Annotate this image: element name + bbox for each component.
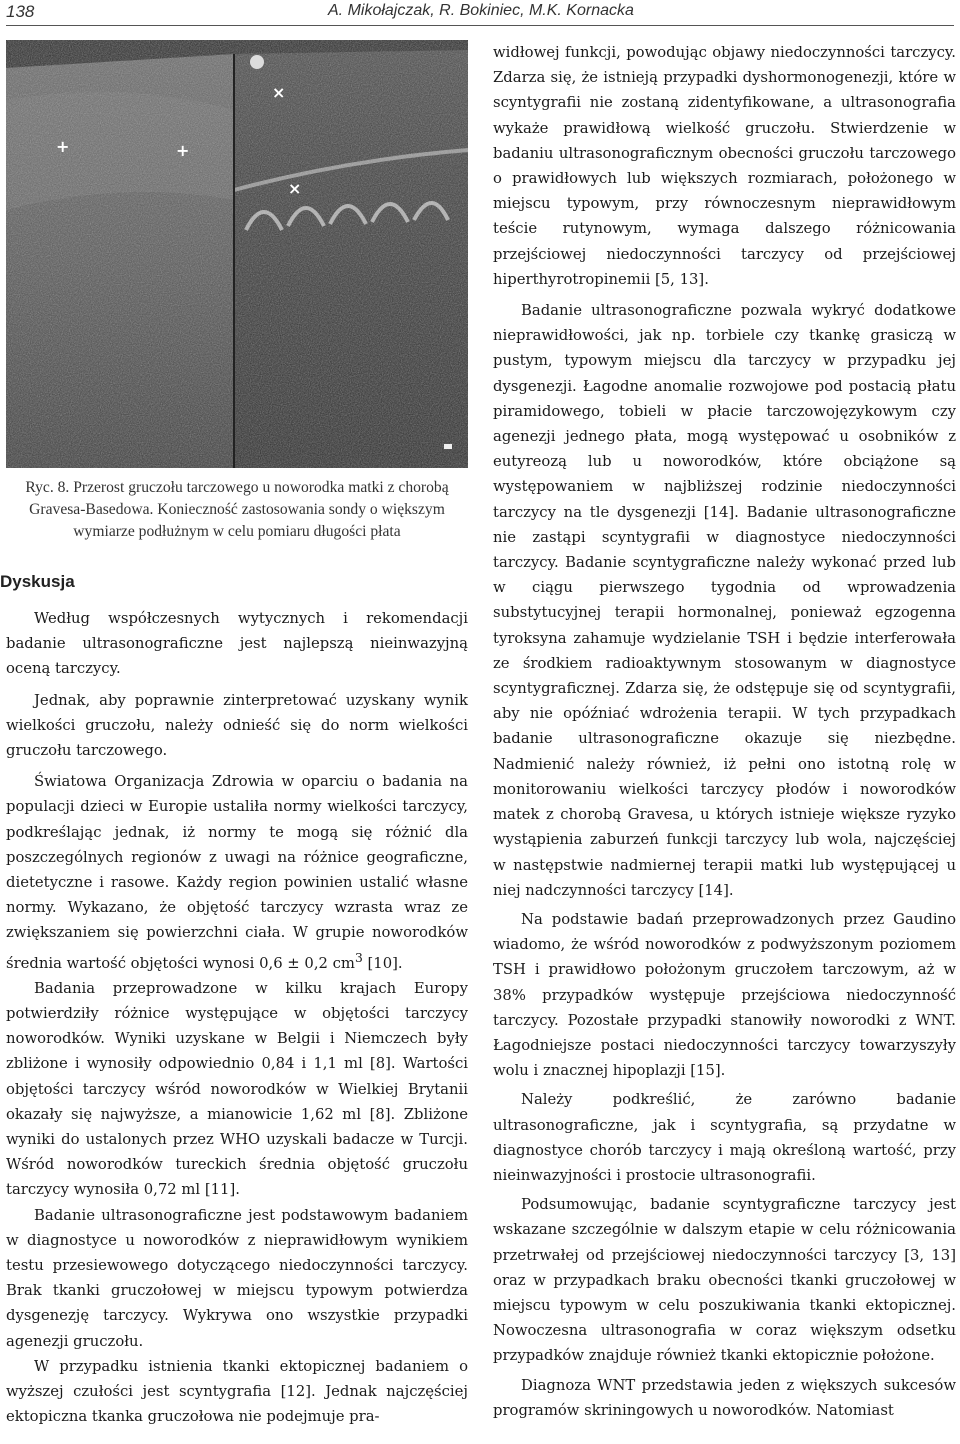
svg-text:×: × (272, 83, 286, 102)
paragraph: Według współczesnych wytycznych i rekomendacji badanie ultrasonograficzne jest najlepszą nieinwazyjną oceną tarczycy. (6, 610, 468, 678)
paragraph: Badanie ultrasonograficzne pozwala wykryć dodatkowe nieprawidłowości, jak np. torbiele czy tkankę grasiczą w pustym, typowym miejscu dla tarczycy w przypadku jej dysgenezji. Łagodne anomalie rozwojowe pod postacią płatu piramidowego, tobieli w płacie tarczowojęzykowym czy agenezji jednego płata, mogą występować u osobników z eutyreozą lub u noworodków, które obciążone są występowaniem w najbliższej rodzinie niedoczynności tarczycy na tle dysgenezji [14]. Badanie ultrasonograficzne nie zastąpi scyntygrafii w diagnostyce niedoczynności tarczycy. Badanie scyntygraficzne należy wykonać przed lub w ciągu pierwszego tygodnia od wprowadzenia substytucyjnej terapii hormonalnej, ponieważ egzogenna tyroksyna zahamuje wydzielanie TSH i będzie interferowała ze środkiem radioaktywnym stosowanym w diagnostyce scyntygraficznej. Zdarza się, że odstępuje się od scyntygrafii, aby nie opóźniać wdrożenia terapii. W tych przypadkach badanie ultrasonograficzne okazuje się niezbędne. Nadmienić należy również, iż pełni ono istotną rolę w monitorowaniu wielkości tarczycy płodów i noworodków matek z chorobą Gravesa, u których istnieje większe ryzyko wystąpienia zaburzeń funkcji tarczycy lub wola, najczęściej w następstwie nadmiernej terapii matki lub występującej u niej nadczynności tarczycy [14]. (493, 302, 956, 899)
paragraph: Badania przeprowadzone w kilku krajach Europy potwierdziły różnice występujące w objętości tarczycy noworodków. Wyniki uzyskane w Belgii i Niemczech były zbliżone i wynosiły odpowiednio 0,84 i 1,1 ml [8]. Wartości objętości tarczycy wśród noworodków w Wielkiej Brytanii okazały się najwyższe, a mianowicie 1,62 ml [8]. Zbliżone wyniki do ustalonych przez WHO uzyskali badacze w Turcji. Wśród noworodków tureckich średnia objętość gruczołu tarczycy wynosiła 0,72 ml [11]. (6, 979, 468, 1199)
paragraph (6, 769, 468, 976)
page-header (6, 0, 954, 26)
paragraph: Jednak, aby poprawnie zinterpretować uzyskany wynik wielkości gruczołu, należy odnieść się do norm wielkości gruczołu tarczowego. (6, 691, 468, 760)
svg-text:+: + (56, 137, 70, 156)
running-head: A. Mikołajczak, R. Bokiniec, M.K. Kornacka (328, 2, 634, 19)
paragraph: Podsumowując, badanie scyntygraficzne tarczycy jest wskazane szczególnie w dalszym etapie w celu różnicowania przetrwałej od przejściowej niedoczynności tarczycy [3, 13] oraz w przypadkach braku obecności tkanki gruczołowej w miejscu typowym w celu poszukiwania tkanki ektopicznej. Nowoczesna ultrasonografia w coraz większym odsetku przypadków znajduje również tkanki ektopicznie położone. (493, 1196, 956, 1365)
paragraph-text: [10]. (362, 954, 403, 972)
left-column (0, 40, 468, 1429)
paragraph: Na podstawie badań przeprowadzonych przez Gaudino wiadomo, że wśród noworodków z podwyższonym poziomem TSH i prawidłowo położonym gruczołem tarczowym, aż w 38% przypadków występuje przejściowa niedoczynność tarczycy. Pozostałe przypadki stanowiły noworodki z WNT. Łagodniejsze postaci niedoczynności tarczycy towarzyszyły wolu i znacznej hipoplazji [15]. (493, 910, 956, 1080)
superscript: 3 (354, 950, 363, 965)
paragraph: widłowej funkcji, powodując objawy niedoczynności tarczycy. Zdarza się, że istnieją przypadki dyshormonogenezji, które w scyntygrafii nie zostaną zidentyfikowane, a ultrasonografia wykaże prawidłową wielkość gruczołu. Stwierdzenie w badaniu ultrasonograficznym obecności gruczołu tarczowego o prawidłowych lub większych rozmiarach, położonego w miejscu typowym, przy równoczesnym nieprawidłowym teście rutynowym, wymaga dalszego różnicowania przejściowej niedoczynności tarczycy od przejściowej hiperthyrotropinemii [5, 13]. (493, 44, 956, 288)
header-rule (6, 25, 954, 26)
svg-text:×: × (288, 179, 302, 198)
page-number: 138 (6, 2, 35, 21)
svg-text:+: + (176, 141, 190, 160)
paragraph: W przypadku istnienia tkanki ektopicznej badaniem o wyższej czułości jest scyntygrafia [12]. Jednak najczęściej ektopiczna tkanka gruczołowa nie podejmuje pra- (6, 1357, 468, 1426)
paragraph: Diagnoza WNT przedstawia jeden z większych sukcesów programów skriningowych u noworodków. Natomiast (493, 1376, 956, 1419)
paragraph: Należy podkreślić, że zarówno badanie ultrasonograficzne, jak i scyntygrafia, są przydatne w diagnostyce chorób tarczycy i mają określoną wartość, przy nieinwazyjności i prostocie ultrasonografii. (493, 1091, 956, 1184)
ultrasound-scan (6, 40, 468, 468)
ultrasound-image (6, 40, 468, 468)
paragraph-text: Światowa Organizacja Zdrowia w oparciu o badania na populacji dzieci w Europie ustaliła normy wielkości tarczycy, podkreślając jednak, iż normy te mogą się różnić dla poszczególnych regionów z uwagi na różnice geograficzne, dietetyczne i rasowe. Każdy region powinien ustalić własne normy. Wykazano, że objętość tarczycy wzrasta wraz ze zwiększaniem się powierzchni ciała. W grupie noworodków średnia wartość objętości wynosi 0,6 ± 0,2 cm (6, 773, 468, 972)
figure-caption: Ryc. 8. Przerost gruczołu tarczowego u noworodka matki z chorobą Gravesa-Basedowa. Konieczność zastosowania sondy o większym wymiarze podłużnym w celu pomiaru długości płata (25, 479, 449, 540)
section-heading: Dyskusja (0, 572, 75, 591)
right-column (493, 40, 956, 1423)
paragraph: Badanie ultrasonograficzne jest podstawowym badaniem w diagnostyce u noworodków z nieprawidłowym wynikiem testu przesiewowego dotyczącego niedoczynności tarczycy. Brak tkanki gruczołowej w miejscu typowym potwierdza dysgenezję tarczycy. Wykrywa ono wszystkie przypadki agenezji gruczołu. (6, 1206, 468, 1350)
